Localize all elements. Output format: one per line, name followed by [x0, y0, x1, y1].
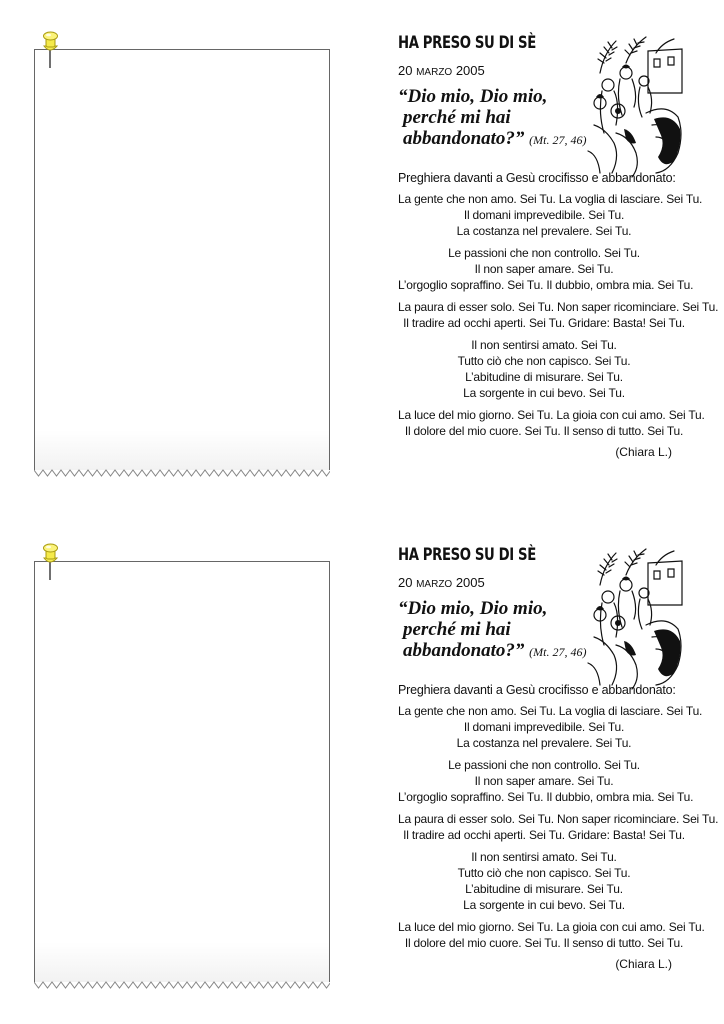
stanza-line: La sorgente in cui bevo. Sei Tu. [463, 898, 625, 912]
stanza [398, 757, 694, 805]
stanza-line: L’orgoglio sopraffino. Sei Tu. Il dubbio, ombra mia. Sei Tu. [398, 790, 694, 804]
torn-edge [34, 466, 330, 478]
pushpin-icon [36, 30, 66, 70]
stanza-line: Il dolore del mio cuore. Sei Tu. Il senso di tutto. Sei Tu. [404, 424, 684, 438]
palm-sunday-illustration [586, 33, 686, 179]
stanza [398, 703, 703, 751]
stanza-line: Il tradire ad occhi aperti. Sei Tu. Gridare: Basta! Sei Tu. [403, 828, 685, 842]
stanza-line: Tutto ciò che non capisco. Sei Tu. [457, 866, 631, 880]
stanza [398, 299, 719, 331]
quote-line: “Dio mio, Dio mio, [398, 86, 548, 107]
author: (Chiara L.) [615, 957, 672, 971]
stanza-line: Le passioni che non controllo. Sei Tu. [448, 758, 640, 772]
stanza-line: Il non saper amare. Sei Tu. [474, 262, 614, 276]
quote-line: abbandonato?” [403, 128, 525, 149]
quote-line: abbandonato?” [403, 640, 525, 661]
prayer-stanzas [398, 703, 719, 951]
stanza [398, 811, 719, 843]
torn-edge [34, 978, 330, 990]
quote-line: perché mi hai [403, 107, 511, 128]
stanza-line: Le passioni che non controllo. Sei Tu. [448, 246, 640, 260]
stanza-line: L’abitudine di misurare. Sei Tu. [465, 370, 623, 384]
quote-reference: (Mt. 27, 46) [529, 133, 587, 147]
date-year: 2005 [455, 63, 485, 78]
date-year: 2005 [455, 575, 485, 590]
stanza-line: L’orgoglio sopraffino. Sei Tu. Il dubbio, ombra mia. Sei Tu. [398, 278, 694, 292]
date-month: MARZO [416, 579, 453, 590]
prayer-card-bottom [0, 512, 724, 1024]
stanza-line: La sorgente in cui bevo. Sei Tu. [463, 386, 625, 400]
stanza [398, 407, 705, 439]
stanza-line: Il domani imprevedibile. Sei Tu. [463, 208, 625, 222]
stanza-line: Tutto ciò che non capisco. Sei Tu. [457, 354, 631, 368]
stanza-line: La luce del mio giorno. Sei Tu. La gioia con cui amo. Sei Tu. [398, 920, 705, 934]
stanza [398, 337, 690, 401]
stanza-line: La paura di esser solo. Sei Tu. Non saper ricominciare. Sei Tu. [398, 812, 719, 826]
prayer-title: Preghiera davanti a Gesù crocifisso e abbandonato: [398, 171, 676, 185]
prayer-stanzas [398, 191, 719, 439]
quote-line: “Dio mio, Dio mio, [398, 598, 548, 619]
blank-note-card [34, 49, 330, 470]
stanza-line: La gente che non amo. Sei Tu. La voglia di lasciare. Sei Tu. [398, 192, 703, 206]
quote-line: perché mi hai [403, 619, 511, 640]
pushpin-icon [36, 542, 66, 582]
stanza-line: La costanza nel prevalere. Sei Tu. [456, 736, 632, 750]
date-month: MARZO [416, 67, 453, 78]
page-title: HA PRESO SU DI SÈ [398, 545, 536, 565]
card-fade [35, 430, 329, 470]
stanza-line: Il non sentirsi amato. Sei Tu. [471, 850, 617, 864]
card-fade [35, 942, 329, 982]
stanza-line: La costanza nel prevalere. Sei Tu. [456, 224, 632, 238]
prayer-title: Preghiera davanti a Gesù crocifisso e abbandonato: [398, 683, 676, 697]
stanza-line: Il tradire ad occhi aperti. Sei Tu. Gridare: Basta! Sei Tu. [403, 316, 685, 330]
date-day: 20 [398, 575, 413, 590]
stanza [398, 245, 694, 293]
stanza-line: La gente che non amo. Sei Tu. La voglia di lasciare. Sei Tu. [398, 704, 703, 718]
page-title: HA PRESO SU DI SÈ [398, 33, 536, 53]
stanza-line: Il domani imprevedibile. Sei Tu. [463, 720, 625, 734]
stanza-line: La luce del mio giorno. Sei Tu. La gioia con cui amo. Sei Tu. [398, 408, 705, 422]
stanza-line: Il non saper amare. Sei Tu. [474, 774, 614, 788]
stanza-line: L’abitudine di misurare. Sei Tu. [465, 882, 623, 896]
palm-sunday-illustration [586, 545, 686, 691]
quote-reference: (Mt. 27, 46) [529, 645, 587, 659]
blank-note-card [34, 561, 330, 982]
author: (Chiara L.) [615, 445, 672, 459]
stanza [398, 191, 703, 239]
stanza-line: Il non sentirsi amato. Sei Tu. [471, 338, 617, 352]
stanza [398, 919, 705, 951]
date-day: 20 [398, 63, 413, 78]
stanza [398, 849, 690, 913]
stanza-line: La paura di esser solo. Sei Tu. Non saper ricominciare. Sei Tu. [398, 300, 719, 314]
stanza-line: Il dolore del mio cuore. Sei Tu. Il senso di tutto. Sei Tu. [404, 936, 684, 950]
